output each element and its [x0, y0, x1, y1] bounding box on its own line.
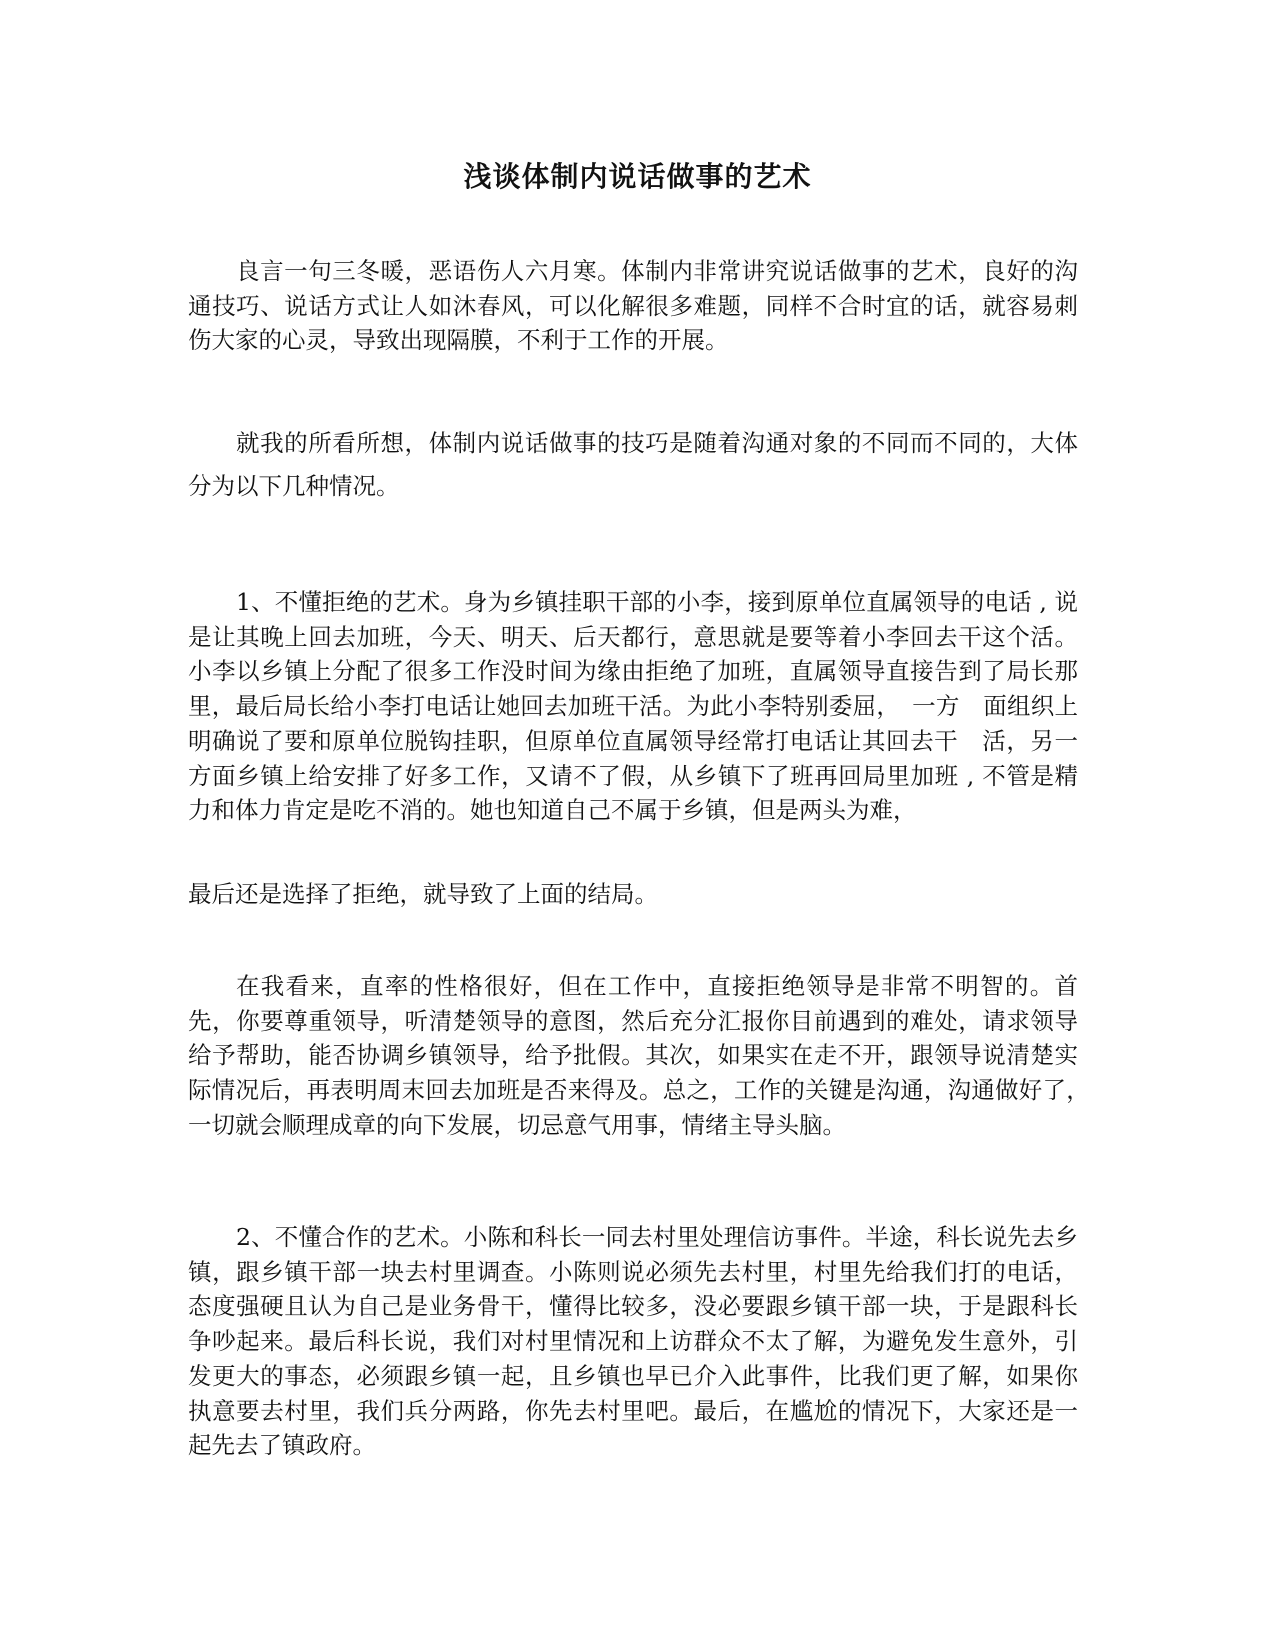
paragraph-commentary: 在我看来，直率的性格很好，但在工作中，直接拒绝领导是非常不明智的。首先，你要尊重领导，听清楚领导的意图，然后充分汇报你目前遇到的难处，请求领导给予帮助，能否协调乡镇领导，给予批假。其次，如果实在走不开，跟领导说清楚实际情况后，再表明周末回去加班是否来得及。总之，工作的关键是沟通，沟通做好了， 一切就会顺理成章的向下发展，切忌意气用事，情绪主导头脑。	[188, 972, 1102, 1139]
document-title: 浅谈体制内说话做事的艺术	[463, 160, 812, 193]
paragraph-point-1: 1、不懂拒绝的艺术。身为乡镇挂职干部的小李，接到原单位直属领导的电话 , 说是让其晚上回去加班，今天、明天、后天都行，意思就是要等着小李回去干这个活。小李以乡镇上分配了很多工作没时间为缘由拒绝了加班，直属领导直接告到了局长那里，最后局长给小李打电话让她回去加班干活。为此小李特别委屈， 一方 面组织上明确说了要和原单位脱钩挂职，但原单位直属领导经常打电话让其回去干 活，另一方面乡镇上给安排了好多工作，又请不了假，从乡镇下了班再回局里加班 , 不管是精力和体力肯定是吃不消的。她也知道自己不属于乡镇，但是两头为难，	[188, 588, 1078, 825]
paragraph-overview: 就我的所看所想，体制内说话做事的技巧是随着沟通对象的不同而不同的，大体分为以下几种情况。	[188, 429, 1078, 500]
paragraph-intro: 良言一句三冬暖，恶语伤人六月寒。体制内非常讲究说话做事的艺术，良好的沟通技巧、说话方式让人如沐春风，可以化解很多难题，同样不合时宜的话，就容易刺伤大家的心灵，导致出现隔膜，不利于工作的开展。	[188, 257, 1078, 355]
paragraph-point-2: 2、不懂合作的艺术。小陈和科长一同去村里处理信访事件。半途，科长说先去乡镇，跟乡镇干部一块去村里调查。小陈则说必须先去村里，村里先给我们打的电话，态度强硬且认为自己是业务骨干，懂得比较多，没必要跟乡镇干部一块，于是跟科长争吵起来。最后科长说，我们对村里情况和上访群众不太了解，为避免发生意外，引发更大的事态，必须跟乡镇一起，且乡镇也早已介入此事件，比我们更了解，如果你执意要去村里，我们兵分两路，你先去村里吧。最后，在尴尬的情况下，大家还是一起先去了镇政府。	[188, 1223, 1078, 1460]
paragraph-point-1-ending: 最后还是选择了拒绝，就导致了上面的结局。	[188, 880, 658, 908]
